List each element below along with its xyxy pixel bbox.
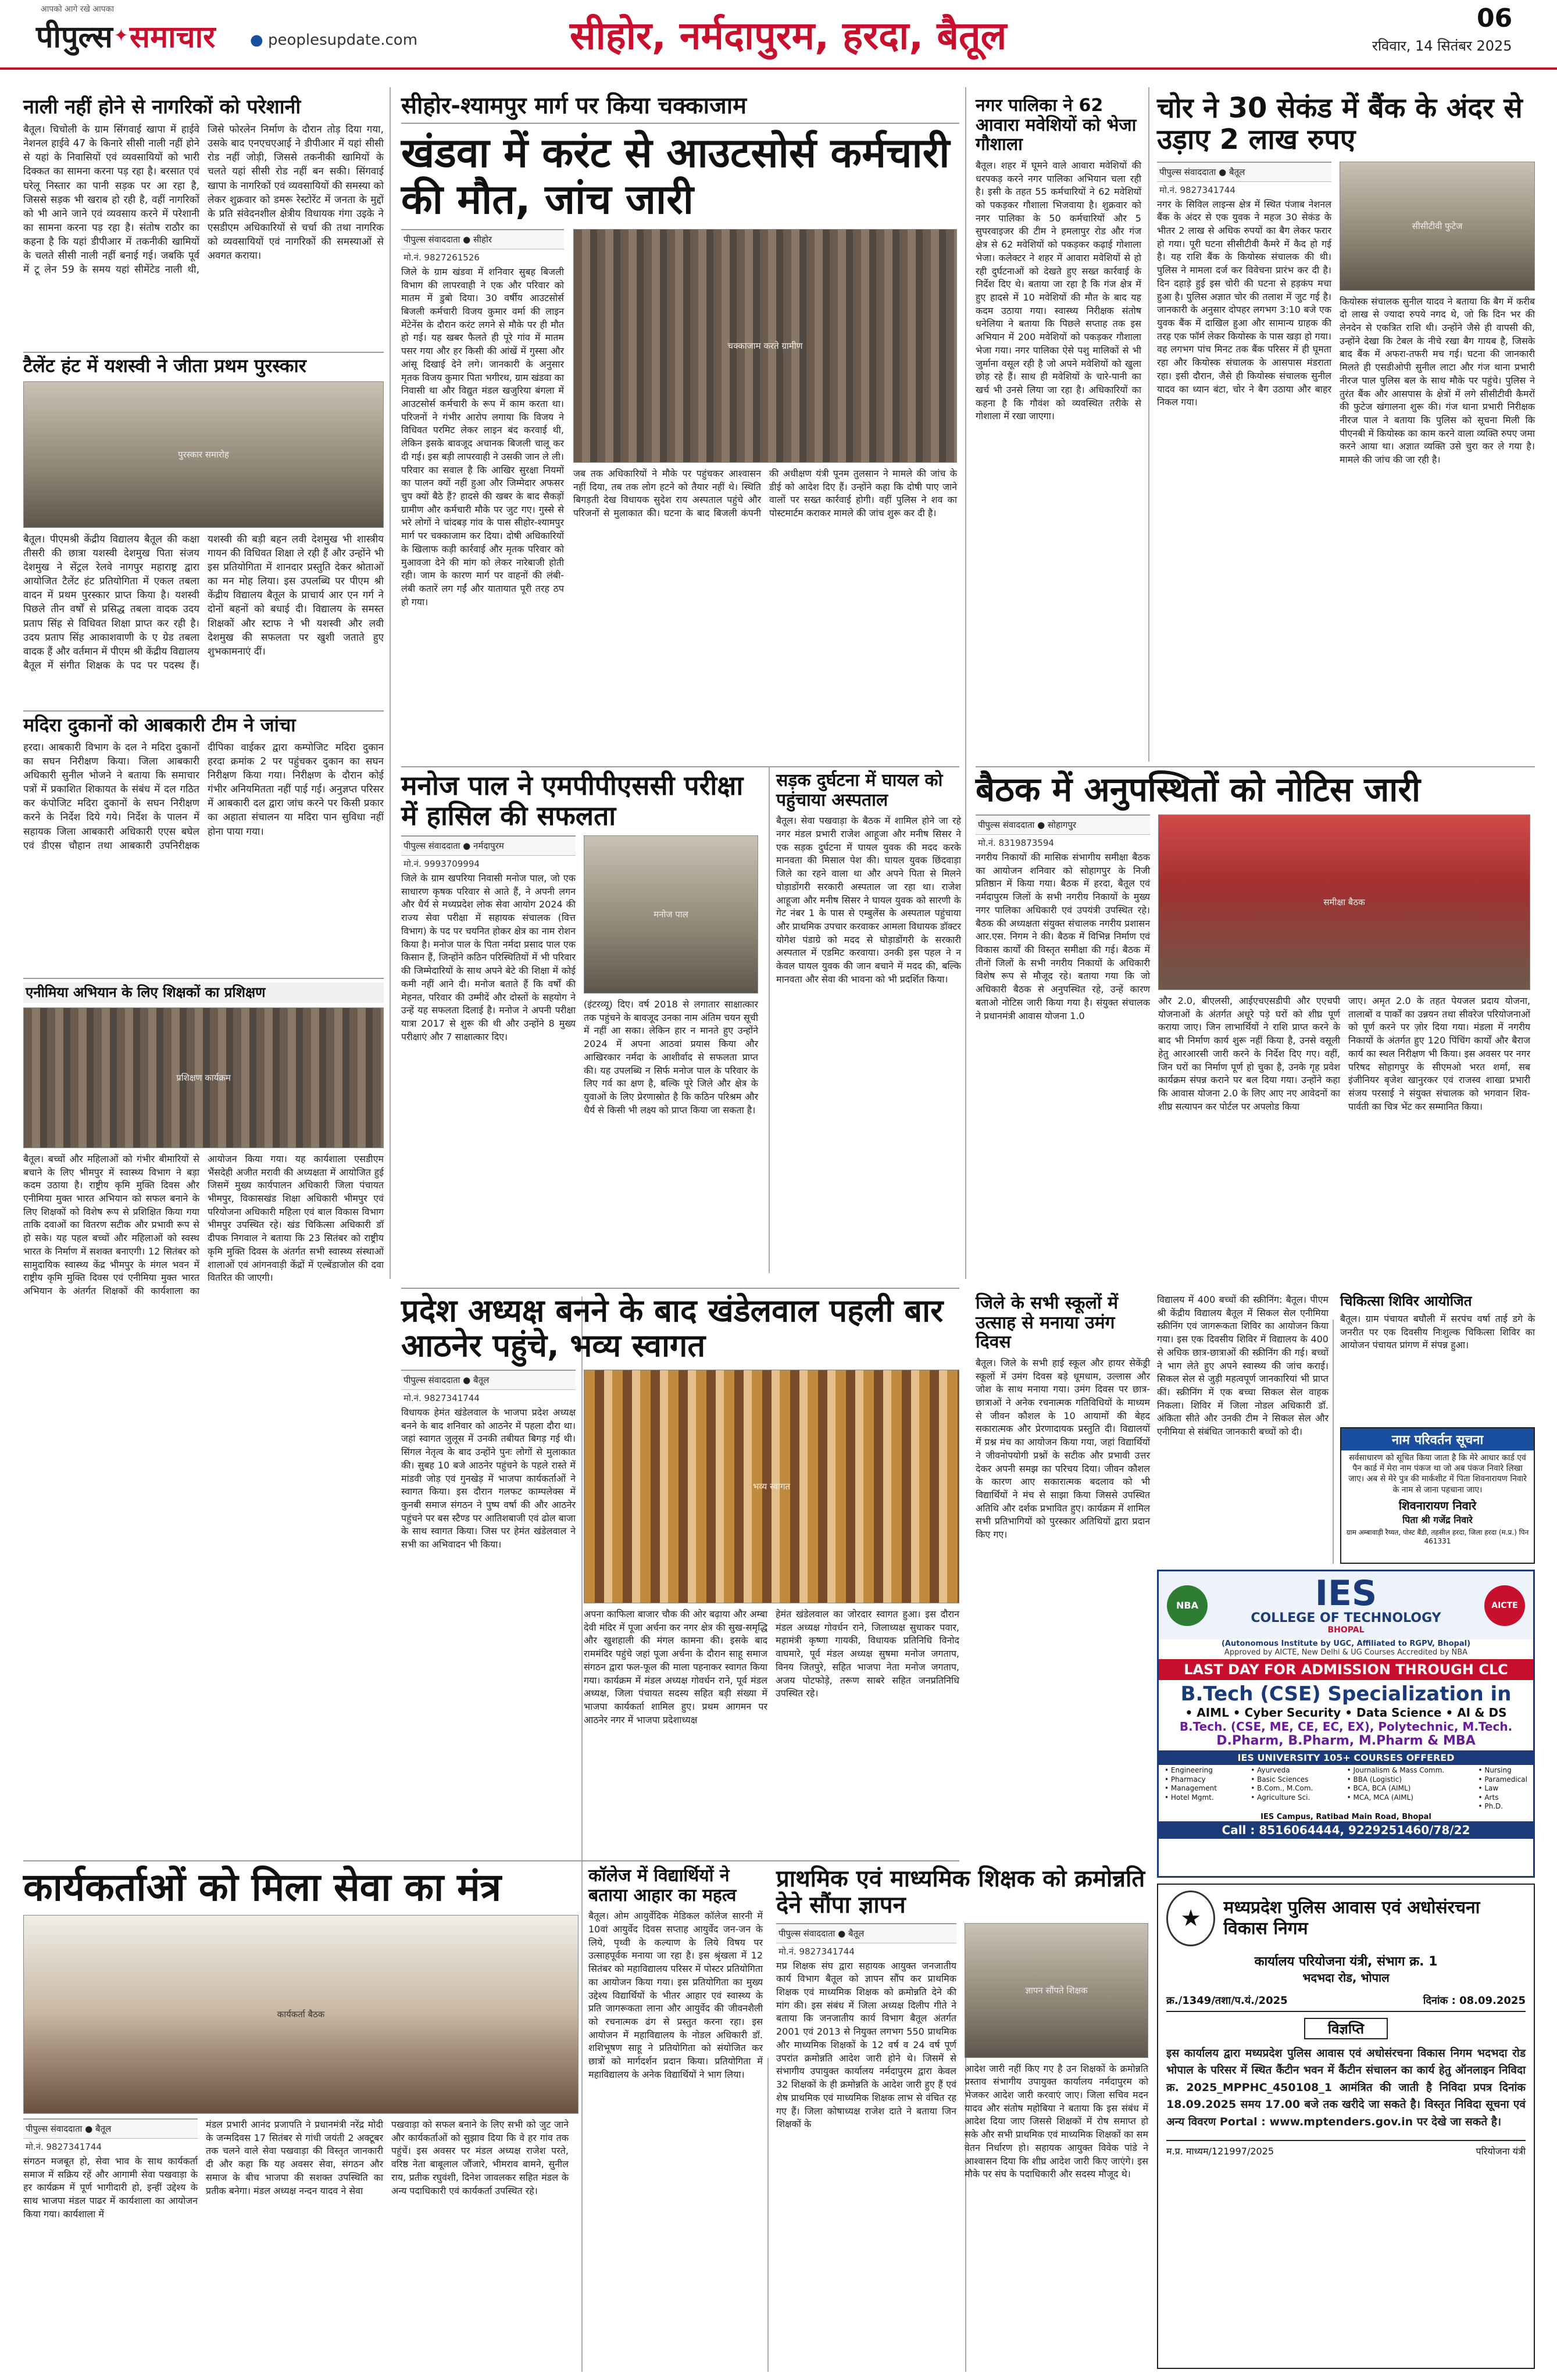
reporter-phone: मो.नं. 9827341744 [26,2141,102,2152]
photo-caption: पुरस्कार समारोह [178,449,229,460]
ad-spec-items: • AIML • Cyber Security • Data Science • AI & DS [1185,1706,1507,1720]
article-headline: प्रदेश अध्यक्ष बनने के बाद खंडेलवाल पहली बार आठनेर पहुंचे, भव्य स्वागत [401,1292,944,1364]
article-headline: चोर ने 30 सेकंड में बैंक के अंदर से उड़ाए 2 लाख रुपए [1157,92,1523,156]
article-body: विद्यालय में 400 बच्चों की स्क्रीनिंग: बैतूल। पीएम श्री केंद्रीय विद्यालय बैतूल में सिकल सेल एनीमिया स्क्रीनिंग एवं जागरूकता शिविर का आयोजन किया गया। इस एक दिवसीय शिविर में विद्यालय के 400 से अधिक छात्र-छात्राओं की स्क्रीनिंग की गई। बच्चों ने भाग लेते हुए अपने स्वास्थ्य की जांच कराई। सिकल सेल से जुड़ी महत्वपूर्ण जानकारियां भी प्राप्त कीं। स्क्रीनिंग में एक बच्चा सिकल सेल वाहक निकला। शिविर में जिला नोडल अधिकारी डॉ. अंकिता सीते और उनकी टीम ने सिकल सेल और एनीमिया से संबंधित जानकारी बच्चों को दी। [1157,1294,1329,1438]
article-sickle-screening [1157,1293,1329,1543]
article-stray-cattle [976,96,1141,759]
article-headline: एनीमिया अभियान के लिए शिक्षकों का प्रशिक्षण [23,982,384,1003]
tender-heading: विज्ञप्ति [1304,2018,1388,2039]
reporter-phone: मो.नं. 9827341744 [779,1946,855,1957]
reporter-phone: मो.नं. 9827341744 [1159,184,1235,195]
ad-college-name: COLLEGE OF TECHNOLOGY [1251,1611,1441,1625]
photo-caption: कार्यकर्ता बैठक [277,2009,325,2020]
article-body-col3: पखवाड़ा को सफल बनाने के लिए सभी को जुट जाने और कार्यकर्ताओं को सुझाव दिया कि वे हर गांव तक पहुंचें। इस अवसर पर मंडल अध्यक्ष राजेश परते, वरिष्ठ नेता बाबूलाल जौंजारे, भीमराव बामने, सुनील राय, प्रतीक रघुवंशी, दिनेश जावलकर सहित मंडल के अन्य पदाधिकारी एवं कार्यकर्ता उपस्थित रहे। [391,2118,569,2196]
article-body-col2: (इंटरव्यू) दिए। वर्ष 2018 से लगातार साक्षात्कार तक पहुंचने के बावजूद उनका नाम अंतिम चयन सूची में नहीं आ सका। लेकिन हार न मानते हुए उन्होंने 2024 में अपना आठवां प्रयास किया और आखिरकार नर्मदा के आशीर्वाद से सफलता प्राप्त की। यह उपलब्धि न सिर्फ मनोज पाल के परिवार के लिए गर्व का क्षण है, बल्कि पूरे जिले और क्षेत्र के युवाओं के लिए प्रेरणास्रोत है कि कठिन परिश्रम और धैर्य से किसी भी लक्ष्य को प्राप्त किया जा सकता है। [584,999,758,1116]
ad-specialization: B.Tech (CSE) Specialization in [1180,1682,1512,1706]
photo-caption: ज्ञापन सौंपते शिक्षक [1025,1985,1088,1996]
article-body: हरदा। आबकारी विभाग के दल ने मदिरा दुकानों का सघन निरीक्षण किया। जिला आबकारी अधिकारी सुनील भोजने ने बताया कि समाचार पत्रों में प्रकाशित शिकायत के संबंध में दल गठित कर कंपोजिट मदिरा दुकानों के सघन निरीक्षण करने के निर्देश दिये गये। निर्देश के पालन में सहायक जिला आबकारी अधिकारी एएस बघेल एवं डीएस चौहान तथा आबकारी उपनिरीक्षक दीपिका वाईकर द्वारा कम्पोजिट मदिरा दुकान हरदा क्रमांक 2 पर पहुंचकर दुकान का सघन निरीक्षण किया गया। निरीक्षण के दौरान कोई गंभीर अनियमितता नहीं पाई गई। अनुज्ञप्त परिसर में आबकारी दल द्वारा जांच करने पर किसी प्रकार का अहाता संचालन या मदिरा पान सुविधा नहीं होना पाया गया। [23,741,384,852]
article-body: बैतूल। शहर में घूमने वाले आवारा मवेशियों की धरपकड़ करने नगर पालिका अभियान चला रही है। इसी के तहत 55 कर्मचारियों ने 62 मवेशियों को पकड़कर गौशाला भिजवाया है। शुक्रवार को नगर पालिका के 50 कर्मचारियों और 5 सुपरवाइजर की टीम ने हमलापुर रोड और गंज क्षेत्र से 62 मवेशियों को पकड़कर कढ़ाई गोशाला भेजा। कलेक्टर ने शहर में आवारा मवेशियों से हो रही दुर्घटनाओं को देखते हुए सख्त कार्रवाई के निर्देश दिए थे। बताया जा रहा है कि गंज क्षेत्र में हुए हादसे में 10 मवेशियों की मौत के बाद यह कदम उठाया गया। स्वास्थ्य निरीक्षक संतोष धनेलिया ने बताया कि पिछले सप्ताह तक इस अभियान में 200 मवेशियों को पकड़कर गौशाला भेजा गया। नगर पालिका ऐसे पशु मालिकों से भी जुर्माना वसूल रही है जो अपने मवेशियों को खुला छोड़ रहे हैं। साथ ही मवेशियों के चारे-पानी का खर्च भी उनसे लिया जा रहा है। अधिकारियों का कहना है कि गौवंश को व्यवस्थित तरीके से गोशाला में रखा जाएगा। [976,159,1141,422]
meeting-photo [1158,814,1530,990]
article-headline: खंडवा में करंट से आउटसोर्स कर्मचारी की मौत, जांच जारी [401,128,950,224]
article-body-col1: संगठन मजबूत हो, सेवा भाव के साथ कार्यकर्ता समाज में सक्रिय रहें और आगामी सेवा पखवाड़ा के हर कार्यक्रम में पूर्ण भागीदारी हो, इन्हीं उद्देश्य के साथ भाजपा मंडल पाढर में कार्यशाला का आयोजन किया गया। कार्यशाला में [23,2155,198,2220]
article-kicker: सीहोर-श्यामपुर मार्ग पर किया चक्काजाम [401,93,959,124]
notice-title: नाम परिवर्तन सूचना [1341,1428,1534,1450]
welcome-photo [584,1370,959,1603]
award-photo [23,381,384,528]
byline: पीपुल्स संवाददाता ● नर्मदापुरम [401,835,576,856]
portrait-photo [584,835,758,994]
cctv-photo [1340,162,1535,291]
ad-list-3 [1347,1766,1445,1811]
notice-address: ग्राम अम्बावाड़ी रैय्यत, पोस्ट बैंडी, तहसील हरदा, जिला हरदा (म.प्र.) पिन 461331 [1346,1528,1529,1545]
tender-footer-left: म.प्र. माध्यम/121997/2025 [1166,2146,1274,2157]
masthead [0,0,1557,70]
ad-course-item: • Paramedical [1478,1775,1527,1784]
photo-caption: समीक्षा बैठक [1323,896,1365,907]
article-headline: मनोज पाल ने एमपीपीएससी परीक्षा में हासिल की सफलता [401,770,744,831]
ad-approval: (Autonomous Institute by UGC, Affiliated to RGPV, Bhopal) [1221,1639,1471,1648]
website-url[interactable] [250,31,417,49]
article-body-col1: विधायक हेमंत खंडेलवाल के भाजपा प्रदेश अध्यक्ष बनने के बाद शनिवार को आठनेर में पहला दौरा था। जहां स्वागत जुलूस में उनकी तबीयत बिगड़ गई थी। सिंगल नेतृत्व के बाद उन्होंने पुनः लोगों से मुलाकात की। सुबह 10 बजे आठनेर पहुंचने के पहले रास्ते में मांडवी जोड़ एवं गुनखेड़ में भाजपा कार्यकर्ताओं ने स्वागत किया। इस दौरान गलफट काम्पलेक्स में कुनबी समाज संगठन ने पुष्प वर्षा की और आठनेर पहुंचने पर बस स्टैण्ड पर आतिशबाजी एवं ढोल बाजा के साथ स्वागत किया। जिस पर हेमंत खंडेलवाल ने सभी का अभिवादन भी किया। [401,1406,576,1550]
article-mppsc-success [401,771,765,1277]
article-teacher-memorandum [776,1866,1148,2372]
ies-college-ad[interactable] [1157,1570,1535,1878]
police-emblem-icon: ★ [1166,1891,1215,1946]
ad-course-item: • Management [1165,1784,1217,1793]
photo-caption: भव्य स्वागत [752,1481,791,1492]
article-body-col2: मंडल प्रभारी आनंद प्रजापति ने प्रधानमंत्री नरेंद्र मोदी के जन्मदिवस 17 सितंबर से गांधी जयंती 2 अक्टूबर तक चलने वाले सेवा पखवाड़ा की विस्तृत जानकारी दी और कहा कि यह अवसर सेवा, संगठन और समाज के बीच भाजपा की सशक्त उपस्थिति का प्रतीक बनेगा। मंडल अध्यक्ष नन्दन यादव ने सेवा [206,2118,383,2196]
ad-list-4 [1478,1766,1527,1811]
article-body-col1: जिले के ग्राम खपरिया निवासी मनोज पाल, जो एक साधारण कृषक परिवार से आते हैं, ने अपनी लगन और धैर्य से मध्यप्रदेश लोक सेवा आयोग 2024 की राज्य सेवा परीक्षा में सहायक संचालक (वित्त विभाग) के पद पर चयनित होकर क्षेत्र का नाम रोशन किया है। मनोज पाल के पिता नर्मदा प्रसाद पाल एक किसान हैं, जिन्होंने कठिन परिस्थितियों में भी परिवार की जिम्मेदारियों के साथ अपने बेटे की शिक्षा में कोई कमी नहीं आने दी। मनोज बताते हैं कि वर्षों की मेहनत, परिवार की उम्मीदें और दोस्तों के सहयोग ने उन्हें यह सफलता दिलाई है। मनोज ने अपनी परीक्षा यात्रा 2017 से शुरू की थी और उन्होंने 8 मुख्य परीक्षाएं और 7 साक्षात्कार दिए। [401,873,576,1042]
issue-date: रविवार, 14 सितंबर 2025 [1372,38,1512,54]
ad-course-item: • BBA (Logistic) [1347,1775,1402,1784]
protest-photo [573,229,957,463]
article-health-camp [1340,1293,1535,1424]
lead-article-khandwa [401,93,959,764]
reporter-phone: मो.नं. 9827341744 [403,1392,480,1403]
ad-course-item: • Basic Sciences [1251,1775,1309,1784]
article-khandelwal-visit [401,1293,959,1852]
ad-list-2 [1251,1766,1313,1811]
article-body-col2: और 2.0, बीएलसी, आईएचएसडीपी और एएचपी योजनाओं के अंतर्गत अधूरे पड़े घरों को शीघ्र पूर्ण कराया जाए। जिन लाभार्थियों ने राशि प्राप्त करने के बाद भी निर्माण कार्य शुरू नहीं किया है, उनसे वसूली हेतु आरआरसी जारी करने के निर्देश दिए गए। वहीं, जिन घरों का निर्माण पूर्ण हो चुका है, उनके गृह प्रवेश कार्यक्रम संपन्न कराने पर बल दिया गया। उन्होंने कहा कि आवास योजना 2.0 के लिए आए नए आवेदनों का शीघ्र सत्यापन कर पोर्टल पर अपलोड किया [1158,995,1340,1112]
article-drain [23,96,384,343]
ad-call[interactable]: Call : 8516064444, 9229251460/78/22 [1159,1821,1533,1839]
newspaper-logo [36,15,215,56]
article-headline: नगर पालिका ने 62 आवारा मवेशियों को भेजा गौशाला [976,95,1137,155]
tender-address: भदभदा रोड, भोपाल [1302,1971,1390,1985]
article-body-col3: जाए। अमृत 2.0 के तहत पेयजल प्रदाय योजना, तालाबों व पार्कों का उन्नयन तथा सीवरेज परियोजनाओं को पूर्ण करने पर ज़ोर दिया गया। मंडला में नगरीय निकायों के अंतर्गत हुए 120 पिंचिंग कार्यों और बैराज कार्य का स्थल निरीक्षण भी किया। इस अवसर पर नगर परिषद सोहागपुर के सीएमओ भरत शर्मा, सब इंजीनियर बृजेश खानुरकर एवं राजस्व शाखा प्रभारी संजय परसाई ने संयुक्त संचालक को भगवान शिव-पार्वती का चित्र भेंट कर सम्मानित किया। [1348,995,1530,1112]
tender-ref: क्र./1349/तशा/प.यं./2025 [1166,1995,1288,2007]
article-headline: कार्यकर्ताओं को मिला सेवा का मंत्र [23,1865,502,1910]
tender-body: इस कार्यालय द्वारा मध्यप्रदेश पुलिस आवास एवं अधोसंरचना विकास निगम भदभदा रोड भोपाल के परिसर में स्थित कैंटीन भवन में कैंटीन संचालन का कार्य हेतु ऑनलाइन निविदा क्र. 2025_MPPHC_450108_1 आमंत्रित की जाती है निविदा प्रपत्र दिनांक 18.09.2025 समय 17.00 बजे तक खरीदे जा सकते है। विस्तृत निविदा सूचना एवं अन्य विवरण Portal : www.mptenders.gov.in पर देखे जा सकते है। [1166,2047,1526,2128]
police-housing-tender [1157,1884,1535,2369]
aicte-badge-icon: AICTE [1484,1585,1525,1626]
byline: पीपुल्स संवाददाता ● बैतूल [1157,162,1331,182]
article-body: बैतूल। जिले के सभी हाई स्कूल और हायर सेकेंड्री स्कूलों में उमंग दिवस बड़े धूमधाम, उल्लास और जोश के साथ मनाया गया। उमंग दिवस पर छात्र-छात्राओं ने अनेक रचनात्मक गतिविधियों के माध्यम से जीवन कौशल के 10 आयामों की बेहद सकारात्मक और प्रेरणादायक प्रस्तुति दी। विद्यालयों में प्रश्न मंच का आयोजन किया गया, जहां विद्यार्थियों ने जीवनोपयोगी प्रश्नों के सटीक और प्रभावी उत्तर देकर अपनी समझ का परिचय दिया। जीवन कौशल के कारण आए सकारात्मक बदलाव को भी विद्यार्थियों ने मंच से साझा किया जिससे उपस्थित अतिथि और दर्शक प्रभावित हुए। कार्यक्रम में शामिल सभी प्रतिभागियों को पुरस्कार अतिथियों द्वारा प्रदान किए गए। [976,1357,1150,1541]
article-body-col1: नगरीय निकायों की मासिक संभागीय समीक्षा बैठक का आयोजन शनिवार को सोहागपुर के निजी प्रतिष्ठान में किया गया। बैठक में हरदा, बैतूल एवं नर्मदापुरम जिलों के सभी नगरीय निकायों के मुख्य नगर पालिका अधिकारी एवं उपयंत्री उपस्थित रहे। बैठक की अध्यक्षता संयुक्त संचालक नगरीय प्रशासन आर.एस. निगम ने की। बैठक में विभिन्न निर्माण एवं विकास कार्यों की विस्तृत समीक्षा की गई। बैठक में तीनों जिलों के सभी नगरीय निकायों के अधिकारी विशेष रूप से मौजूद रहे। बताया गया कि जो अधिकारी बैठक से अनुपस्थित रहे, उन्हें कारण बताओ नोटिस जारी किया गया है। संयुक्त संचालक ने प्रधानमंत्री आवास योजना 1.0 [976,851,1150,1021]
article-body-col1: जिले के ग्राम खंडवा में शनिवार सुबह बिजली विभाग की लापरवाही ने एक और परिवार को मातम में डुबो दिया। 30 वर्षीय आउटसोर्स बिजली कर्मचारी विजय कुमार वर्मा की लाइन मेंटेनेंस के दौरान करंट लगने से मौके पर ही मौत हो गई। यह खबर फैलते ही पूरे गांव में मातम पसर गया और हर किसी की आंखें में गुस्सा और आंसू दिखाई देने लगे। जानकारी के अनुसार मृतक विजय कुमार पिता भगीरथ, ग्राम खंडवा का निवासी था और विद्युत मंडल खजुरिया बंगला में आउटसोर्स कर्मचारी के रूप में काम करता था। परिजनों ने गंभीर आरोप लगाया कि विजय ने विधिवत परमिट लेकर लाइन बंद करवाई थी, लेकिन इसके बावजूद अचानक बिजली चालू कर दी गई। इस बड़ी लापरवाही ने उसकी जान ले ली। परिवार का सवाल है कि आखिर सुरक्षा नियमों का पालन क्यों नहीं हुआ और जिम्मेदार अफसर चुप क्यों बैठे हैं? हादसे की खबर के बाद सैकड़ों ग्रामीण और कर्मचारी मौके पर जुट गए। गुस्से से भरे लोगों ने चांदबड़ गांव के पास सीहोर-श्यामपुर मार्ग पर चक्काजाम कर दिया। दोषी अधिकारियों के खिलाफ कड़ी कार्रवाई और मृतक परिवार को मुआवजा देने की मांग को लेकर नारेबाजी होती रही। जाम के कारण मार्ग पर वाहनों की लंबी-लंबी कतारें लग गईं और यातायात पूरी तरह ठप हो गया। [401,266,564,607]
photo-caption: प्रशिक्षण कार्यक्रम [176,1072,231,1083]
ad-courses-2: D.Pharm, B.Pharm, M.Pharm & MBA [1216,1734,1476,1748]
article-college-nutrition [588,1866,763,2372]
photo-caption: चक्काजाम करते ग्रामीण [727,340,803,351]
tender-office: कार्यालय परियोजना यंत्री, संभाग क्र. 1 [1254,1954,1438,1969]
article-liquor-inspection [23,715,384,974]
reporter-phone: मो.नं. 9827261526 [403,252,480,263]
ad-courses: B.Tech. (CSE, ME, CE, EC, EX), Polytechnic, M.Tech. [1179,1720,1513,1734]
ad-course-item: • Hotel Mgmt. [1165,1793,1214,1802]
ad-course-item: • Ph.D. [1478,1802,1504,1811]
article-body-col3: हेमंत खंडेलवाल का जोरदार स्वागत हुआ। इस दौरान मंडल अध्यक्ष गोवर्धन राने, जिलाध्यक्ष सुधाकर पवार, महामंत्री कृष्णा गायकी, विधायक प्रतिनिधि विनोद वाघमारे, पूर्व मंडल अध्यक्ष सुषमा मनोज जगताप, विनय जितपुरे, सहित भाजपा नेता मनोज जगताप, अजय पोटफोड़े, तरूण साबरे सहित जनप्रतिनिधि उपस्थित रहे। [776,1608,959,1699]
ad-city: BHOPAL [1327,1625,1365,1635]
byline: पीपुल्स संवाददाता ● सीहोर [401,229,564,249]
ad-list-1 [1165,1766,1217,1811]
notice-name: शिवनारायण निवारे [1398,1498,1477,1513]
byline: पीपुल्स संवाददाता ● बैतूल [23,2118,198,2139]
ad-course-item: • Nursing [1478,1766,1512,1774]
article-workers-service [23,1866,578,2372]
ad-course-item: • Law [1478,1784,1499,1793]
article-headline: बैठक में अनुपस्थितों को नोटिस जारी [976,770,1421,809]
ad-course-item: • Journalism & Mass Comm. [1347,1766,1445,1774]
ad-course-item: • Engineering [1165,1766,1213,1774]
article-headline: मदिरा दुकानों को आबकारी टीम ने जांचा [23,714,296,736]
ad-course-item: • Pharmacy [1165,1775,1206,1784]
article-umang-diwas [976,1293,1150,1846]
masthead-tagline: आपको आगे रखे आपका [41,5,114,14]
tender-date: दिनांक : 08.09.2025 [1423,1995,1526,2007]
memorandum-photo [965,1923,1148,2058]
article-headline: टैलेंट हंट में यशस्वी ने जीता प्रथम पुरस्कार [23,355,306,377]
globe-icon: ● [250,31,263,49]
reporter-phone: मो.नं. 8319873594 [978,837,1054,848]
article-headline: प्राथमिक एवं माध्यमिक शिक्षक को क्रमोन्नति देने सौंपा ज्ञापन [776,1866,1145,1918]
byline: पीपुल्स संवाददाता ● सोहागपुर [976,814,1150,835]
article-headline: नाली नहीं होने से नागरिकों को परेशानी [23,95,301,119]
tender-org: मध्यप्रदेश पुलिस आवास एवं अधोसंरचना विकास निगम [1223,1897,1480,1939]
ad-course-item: • Arts [1478,1793,1499,1802]
article-body-col2: जब तक अधिकारियों ने मौके पर पहुंचकर आश्वासन नहीं दिया, तब तक लोग हटने को तैयार नहीं थे। स्थिति बिगड़ती देख विधायक सुदेश राय अस्पताल पहुंचे और परिजनों से मुलाकात की। घटना के बाद बिजली कंपनी की अधीक्षण यंत्री पूनम तुलसान ने मामले की जांच के डीई को आदेश दिए हैं। उन्होंने कहा कि दोषी पाए जाने वालों पर सख्त कार्रवाई होगी। वहीं पुलिस ने शव का पोस्टमार्टम कराकर मामले की जांच शुरू कर दी है। [573,467,957,519]
logo-star-icon: ✦ [113,25,128,46]
byline: पीपुल्स संवाददाता ● बैतूल [401,1370,576,1390]
article-body-col1: मप्र शिक्षक संघ द्वारा सहायक आयुक्त जनजातीय कार्य विभाग बैतूल को ज्ञापन सौंप कर प्राथमिक शिक्षक एवं माध्यमिक शिक्षक को क्रमोन्नति देने की मांग की। इस संबंध में जिला अध्यक्ष दिलीप गीते ने बताया कि जनजातीय कार्य विभाग बैतूल अंतर्गत 2001 एवं 2013 से नियुक्त लगभग 550 प्राथमिक और माध्यमिक शिक्षकों के 12 वर्ष व 24 वर्ष पूर्ण उपरांत क्रमोन्नति आदेश जारी होने थे। जिसमें से संभागीय उपायुक्त कार्यालय नर्मदापुरम द्वारा केवल 32 शिक्षकों के ही क्रमोन्नति के आदेश जारी हुए हैं एवं शेष प्राथमिक एवं माध्यमिक शिक्षक लाभ से वंचित रह गए हैं। जिला कोषाध्यक्ष राजेश दाते ने बताया जिन शिक्षकों के [776,1960,956,2130]
article-body: बैतूल। ग्राम पंचायत बघौली में सरपंच वर्षा ताई डगे के जनरीत पर एक दिवसीय निःशुल्क चिकित्सा शिविर का आयोजन पंचायत प्रांगण में संपन्न हुआ। [1340,1313,1535,1351]
article-body: बैतूल। पीएमश्री केंद्रीय विद्यालय बैतूल की कक्षा तीसरी की छात्रा यशस्वी देशमुख पिता संजय देशमुख ने सेंट्रल रेलवे नागपुर महाराष्ट्र द्वारा आयोजित टैलेंट हंट प्रतियोगिता में एकल तबला वादन में प्रथम पुरस्कार प्राप्त किया है। यशस्वी पिछले तीन वर्षों से प्रसिद्ध तबला वादक उदय प्रताप सिंह से विधिवत शिक्षा प्राप्त कर रही है। उदय प्रताप सिंह आकाशवाणी के ए ग्रेड तबला वादक हैं और वर्तमान में पीएम श्री केंद्रीय विद्यालय बैतूल में संगीत शिक्षक के पद पर पदस्थ हैं। यशस्वी की बड़ी बहन लवी देशमुख भी शास्त्रीय गायन की विधिवत शिक्षा ले रही हैं और उन्होंने भी इस प्रतियोगिता में शानदार प्रस्तुति देकर श्रोताओं का मन मोह लिया। इस उपलब्धि पर पीएम श्री केंद्रीय विद्यालय बैतूल के प्राचार्य आर एन गर्ग ने दोनों बहनों को बधाई दी। विद्यालय के समस्त शिक्षकों और स्टाफ ने भी यशस्वी और लवी देशमुख की सफलता पर खुशी जताते हुए शुभकामनाएं दीं। [23,533,384,671]
article-headline: चिकित्सा शिविर आयोजित [1340,1293,1472,1309]
page-number: 06 [1477,3,1513,33]
article-body: बैतूल। चिचोली के ग्राम सिंगवाई खापा में हाईवे नेशनल हाईवे 47 के किनारे सीसी नाली नहीं होने से यहां के निवासियों एवं व्यवसायियों को भारी दिक्कत का सामना करना पड़ रहा है। बरसात एवं घरेलू निस्तार का पानी सड़क पर आ रहा है, जिससे सड़क भी खराब हो रही है, वहीं नागरिकों को भी आने जाने एवं व्यवसाय करने में परेशानी का सामना करना पड़ रहा है। संतोष राठौर का कहना है कि यहां डीपीआर में तकनीकी खामियों के चलते सीसी नाली नहीं बनाई गई। जबकि पूर्व में टू लेन 59 के समय यहां सीमेंटेड नाली थी, जिसे फोरलेन निर्माण के दौरान तोड़ दिया गया, उसके बाद एनएचएआई ने डीपीआर में यहां सीसी रोड नहीं जोड़ी, जिससे तकनीकी खामियों के चलते यहां सीसी रोड नहीं बन सकी। सिंगवाई खापा के नागरिकों एवं व्यवसायियों की समस्या को लेकर शुक्रवार को डमरू रेस्टोरेंट में जनता के मुद्दों के प्रति संवेदनशील क्षेत्रीय विधायक गंगा उइके ने एसडीएम अधिकारियों से चर्चा की तथा नागरिक को व्यवसायियों एवं नागरिकों की समस्याओं से अवगत कराया। [23,124,384,276]
notice-father: पिता श्री गजेंद्र निवारे [1402,1514,1473,1525]
ad-banner: LAST DAY FOR ADMISSION THROUGH CLC [1159,1659,1533,1680]
ad-course-item: • B.Com., M.Com. [1251,1784,1313,1793]
nba-badge-icon: NBA [1167,1585,1208,1626]
tender-footer-right: परियोजना यंत्री [1476,2146,1526,2157]
photo-caption: मनोज पाल [653,909,688,920]
logo-name: पीपुल्स [36,19,113,55]
article-meeting-notice [976,771,1535,1277]
ad-campus: IES Campus, Ratibad Main Road, Bhopal [1260,1812,1431,1821]
reporter-phone: मो.नं. 9993709994 [403,859,480,870]
article-body-col2: कियोस्क संचालक सुनील यादव ने बताया कि बैग में करीब दो लाख से ज्यादा रुपये नगद थे, जो कि दिन भर की लेनदेन से एकत्रित राशि थी। उन्होंने जैसे ही वापसी की, उन्होंने देखा कि टेबल के नीचे रखा बैग गायब है, जिसके बाद बैंक में अफरा-तफरी मच गई। घटना की जानकारी मिलते ही एसडीओपी सुनील लाटा और गंज थाना प्रभारी नीरज पाल पुलिस बल के साथ मौके पर पहुंचे। पुलिस ने तुरंत बैंक और आसपास के क्षेत्रों में लगे सीसीटीवी कैमरों की फुटेज खंगालना शुरू की। गंज थाना प्रभारी निरीक्षक नीरज पाल ने बताया कि पुलिस को सूचना मिली कि पीएनबी में कियोस्क का काम करने वाला व्यक्ति रुपए जमा करने आया था। अज्ञात व्यक्ति उसे चुरा कर ले गया है। मामले की जांच की जा रही है। [1340,295,1535,466]
ad-course-item: • MCA, MCA (AIML) [1347,1793,1413,1802]
ad-university: IES UNIVERSITY 105+ COURSES OFFERED [1159,1750,1533,1765]
ad-course-lists [1159,1765,1533,1813]
training-photo [23,1007,384,1148]
section-title: सीहोर, नर्मदापुरम, हरदा, बैतूल [570,13,1007,58]
name-change-notice [1340,1427,1535,1564]
ad-logo-name: IES [1315,1573,1377,1614]
article-body: बैतूल। सेवा पखवाड़ा के बैठक में शामिल होने जा रहे नगर मंडल प्रभारी राजेश आहूजा और मनीष सिसर ने एक सड़क दुर्घटना में घायल युवक की मदद करके मानवता की मिसाल पेश की। घायल युवक छिंदवाड़ा जिले का रहने वाला था और अपने पिता से मिलने घोड़ाडोंगरी सरकारी अस्पताल जा रहा था। राजेश आहूजा और मनीष सिसर ने घायल युवक को सारणी के गेट नंबर 1 के पास से एम्बुलेंस के अस्पताल पहुंचाया और प्राथमिक उपचार करवाकर आमला विधायक डॉक्टर योगेश पंडाग्रे को मदद से घोड़ाडोंगरी के सरकारी अस्पताल में एडमिट करवाया। उनकी इस पहल ने न केवल घायल युवक की जान बचाने में मदद की, बल्कि मानवता और सेवा की भावना को भी प्रदर्शित किया। [776,815,961,985]
article-anemia-training [23,982,384,1297]
article-headline: जिले के सभी स्कूलों में उत्साह से मनाया उमंग दिवस [976,1293,1119,1353]
article-body-col2: अपना काफिला बाजार चौक की ओर बढ़ाया और अम्बा देवी मंदिर में पूजा अर्चना कर नगर क्षेत्र की सुख-समृद्धि और खुशहाली की मंगल कामना की। इसके बाद राममंदिर पहुंचे जहां पूजा अर्चना के दौरान साहू समाज संगठन द्वारा फल-फूल की माला पहनाकर स्वागत किया गया। कार्यक्रम में मंडल अध्यक्ष गोवर्धन राने, पूर्व मंडल अध्यक्ष, जिला पंचायत सदस्य सहित बड़ी संख्या में भाजपा कार्यकर्ता शामिल हुए। प्रथम आगमन पर आठनेर नगर में भाजपा प्रदेशाध्यक्ष [584,1608,767,1725]
notice-body: सर्वसाधारण को सूचित किया जाता है कि मेरे आधार कार्ड एवं पैन कार्ड में मेरा नाम पंकज था जो अब पंकज निवारे लिखा जाए। अब से मेरे पुत्र की मार्कशीट में पिता शिवनारायण निवारे के नाम से जाना पहचाना जाए। [1348,1453,1527,1495]
ad-approval-2: Approved by AICTE, New Delhi & UG Courses Accredited by NBA [1224,1648,1468,1657]
article-body-col1: नगर के सिविल लाइन्स क्षेत्र में स्थित पंजाब नेशनल बैंक के अंदर से एक युवक ने महज 30 सेकंड के भीतर 2 लाख से अधिक रुपयों का बैग लेकर फरार हो गया। पूरी घटना सीसीटीवी कैमरे में कैद हो गई है। यह राशि बैंक के कियोस्क संचालक की थी। पुलिस ने मामला दर्ज कर विवेचना प्रारंभ कर दी है। दिन दहाड़े हुई इस चोरी की घटना से हड़कंप मचा हुआ है। पुलिस अज्ञात चोर की तलाश में जुट गई है। जानकारी के अनुसार दोपहर लगभग 3:10 बजे एक युवक बैंक में दाखिल हुआ और सामान्य ग्राहक की तरह एक फॉर्म लेकर कियोस्क के पास खड़ा हो गया। वह लगभग पांच मिनट तक बैंक परिसर में ही घूमता रहा और कियोस्क संचालक के आसपास मंडराता रहा। इसी दौरान, जैसे ही कियोस्क संचालक सुनील यादव का ध्यान बंटा, चोर ने बैग उठाया और बाहर निकल गया। [1157,198,1331,408]
ad-course-item: • BCA, BCA (AIML) [1347,1784,1411,1793]
ad-course-item: • Agriculture Sci. [1251,1793,1310,1802]
article-body-col2: आदेश जारी नहीं किए गए है उन शिक्षकों के क्रमोन्नति प्रस्ताव संभागीय उपायुक्त कार्यालय नर्मदापुरम को भेजकर आदेश जारी करवाएं जाए। जिला सचिव मदन यादव और संतोष महोबिया ने बताया कि इस संबंध में आदेश दिया जाए जिससे शिक्षकों में रोष समाप्त हो सके और सभी प्राथमिक एवं माध्यमिक शिक्षकों का सम वेतन निर्धारण हो। सहायक आयुक्त विवेक पांडे ने आश्वासन दिया कि शीघ्र आदेश जारी किए जाएंगे। इस मौके पर संघ के पदाधिकारी और सदस्य मौजूद थे। [965,2063,1148,2180]
byline: पीपुल्स संवाददाता ● बैतूल [776,1923,956,1943]
ad-course-item: • Ayurveda [1251,1766,1290,1774]
article-headline: सड़क दुर्घटना में घायल को पहुंचाया अस्पताल [776,770,943,810]
article-body: बैतूल। बच्चों और महिलाओं को गंभीर बीमारियों से बचाने के लिए भीमपुर में स्वास्थ्य विभाग ने बड़ा कदम उठाया है। राष्ट्रीय कृमि मुक्ति दिवस और एनीमिया मुक्त भारत अभियान को सफल बनाने के लिए शिक्षकों को विशेष रूप से प्रशिक्षित किया गया ताकि दवाओं का वितरण सटीक और प्रभावी रूप से हो सके। यह पहल बच्चों और महिलाओं को स्वस्थ भारत के निर्माण में सशक्त बनाएगी। 12 सितंबर को सामुदायिक स्वास्थ्य केंद्र भीमपुर के मंगल भवन में राष्ट्रीय कृमि मुक्ति दिवस एवं एनीमिया मुक्त भारत अभियान के अंतर्गत शिक्षकों की कार्यशाला का आयोजन किया गया। यह कार्यशाला एसडीएम भैंसदेही अजीत मरावी की अध्यक्षता में आयोजित हुई जिसमें मुख्य कार्यपालन अधिकारी जिला पंचायत भीमपुर, विकासखंड शिक्षा अधिकारी भीमपुर एवं परियोजना अधिकारी महिला एवं बाल विकास विभाग भीमपुर उपस्थित रहे। खंड चिकित्सा अधिकारी डॉ दीपक निगवाल ने बताया कि 23 सितंबर को राष्ट्रीय कृमि मुक्ति दिवस के अंतर्गत सभी स्वास्थ्य संस्थाओं शालाओं एवं आंगनवाड़ी केंद्रों में एल्बेंडाजोल की दवा वितरित की जाएगी। [23,1153,384,1297]
article-bank-theft [1157,93,1535,762]
article-road-accident [776,771,961,1277]
url-text: peoplesupdate.com [267,31,418,49]
article-headline: कॉलेज में विद्यार्थियों ने बताया आहार का महत्व [588,1866,737,1906]
workers-group-photo [23,1915,578,2114]
article-body: बैतूल। ओम आयुर्वेदिक मेडिकल कॉलेज सारनी में 10वां आयुर्वेद दिवस सप्ताह आयुर्वेद जन-जन के लिये, पृथ्वी के कल्याण के लिये विषय पर उत्साहपूर्वक मनाया जा रहा है। इस श्रृंखला में 12 सितंबर को महाविद्यालय परिसर में पोस्टर प्रतियोगिता का आयोजन किया गया। इस प्रतियोगिता का मुख्य उद्देश्य विद्यार्थियों के भीतर आहार एवं स्वास्थ्य के प्रति जागरूकता लाना और आयुर्वेद की जीवनशैली को रचनात्मक ढंग से प्रस्तुत करना रहा। इस आयोजन में महाविद्यालय के नोडल अधिकारी डॉ. शशिभूषण साहू ने प्रतियोगिता को संयोजित कर छात्रों को मार्गदर्शन प्रदान किया। प्रतियोगिता में महाविद्यालय के अनेक विद्यार्थियों ने भाग लिया। [588,1910,763,2080]
logo-name-2: समाचार [129,19,216,55]
photo-caption: सीसीटीवी फुटेज [1412,220,1463,231]
article-talent-hunt [23,356,384,705]
